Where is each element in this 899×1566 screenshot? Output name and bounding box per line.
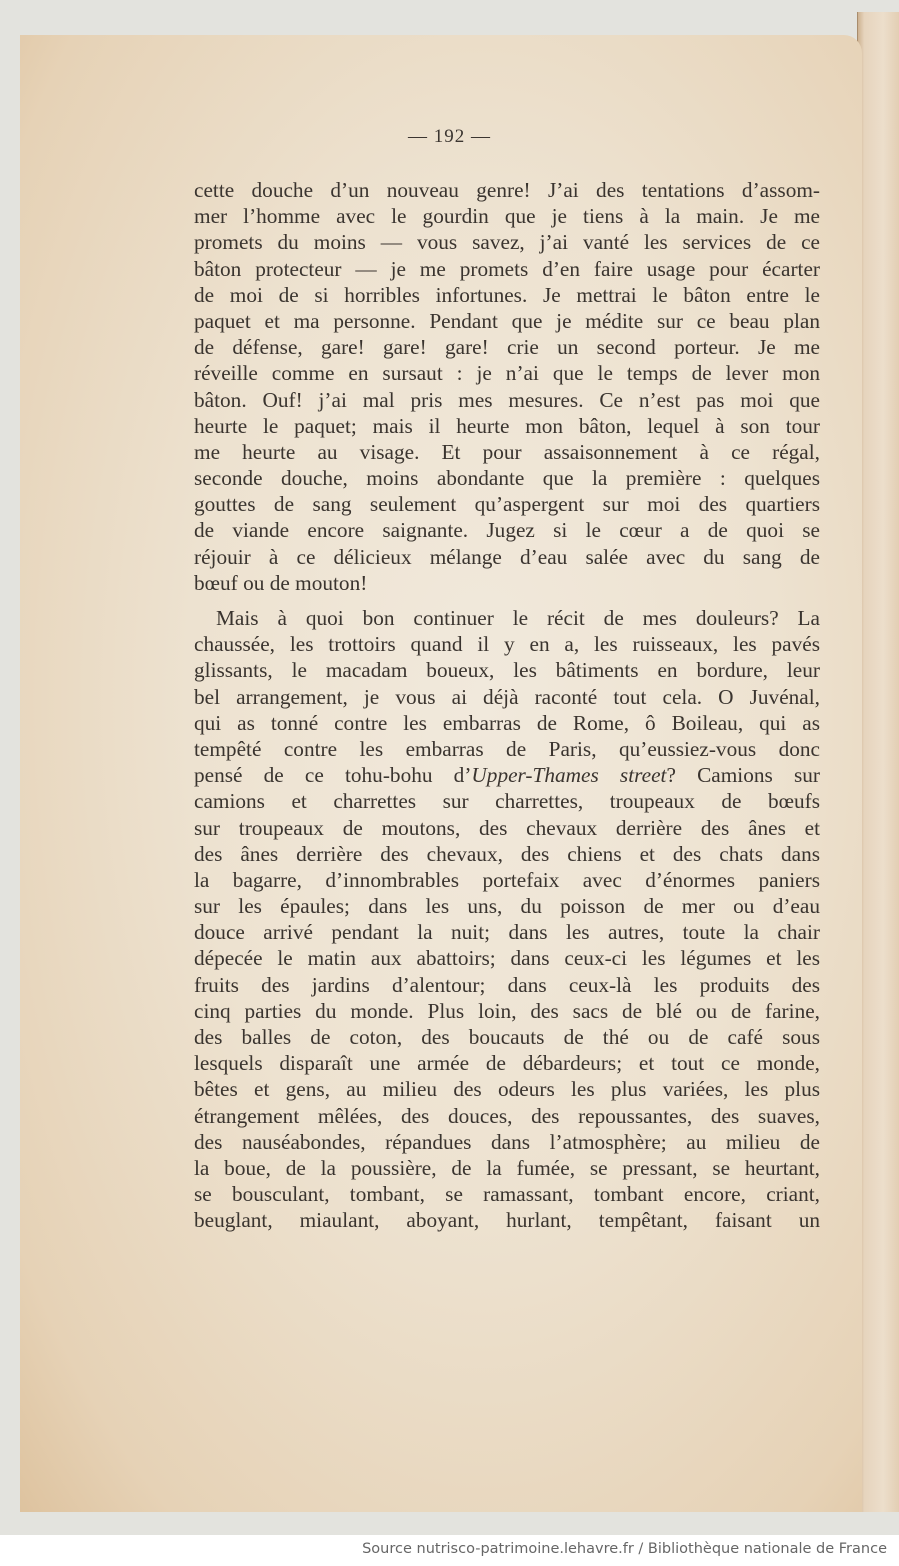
text-line: se bousculant, tombant, se ramassant, tombant encore, criant, bbox=[194, 1182, 820, 1207]
text-line: heurte le paquet; mais il heurte mon bâton, lequel à son tour bbox=[194, 413, 820, 438]
text-line: bâton. Ouf! j’ai mal pris mes mesures. Ce n’est pas moi que bbox=[194, 387, 820, 412]
text-line: fruits des jardins d’alentour; dans ceux-là les produits des bbox=[194, 972, 820, 997]
page-text bbox=[194, 177, 820, 1234]
text-line: de viande encore saignante. Jugez si le cœur a de quoi se bbox=[194, 518, 820, 543]
text-line-with-italic bbox=[194, 762, 820, 788]
text-line: réveille comme en sursaut : je n’ai que le temps de lever mon bbox=[194, 361, 820, 386]
text-line: camions et charrettes sur charrettes, troupeaux de bœufs bbox=[194, 789, 820, 814]
paragraph-2 bbox=[194, 605, 820, 1234]
text-line: glissants, le macadam boueux, les bâtiments en bordure, leur bbox=[194, 658, 820, 683]
text-segment: ? Camions sur bbox=[666, 763, 820, 788]
text-line: des ânes derrière des chevaux, des chiens et des chats dans bbox=[194, 841, 820, 866]
text-line: lesquels disparaît une armée de débardeurs; et tout ce monde, bbox=[194, 1051, 820, 1076]
text-line: cinq parties du monde. Plus loin, des sacs de blé ou de farine, bbox=[194, 998, 820, 1023]
text-line: bâton protecteur — je me promets d’en faire usage pour écarter bbox=[194, 256, 820, 281]
text-line: bêtes et gens, au milieu des odeurs les plus variées, les plus bbox=[194, 1077, 820, 1102]
text-line: réjouir à ce délicieux mélange d’eau salée avec du sang de bbox=[194, 544, 820, 569]
paragraph-1 bbox=[194, 177, 820, 596]
text-line: seconde douche, moins abondante que la première : quelques bbox=[194, 466, 820, 491]
text-line: cette douche d’un nouveau genre! J’ai des tentations d’assom- bbox=[194, 178, 820, 202]
text-line: la boue, de la poussière, de la fumée, se pressant, se heurtant, bbox=[194, 1155, 820, 1180]
text-line: beuglant, miaulant, aboyant, hurlant, tempêtant, faisant un bbox=[194, 1208, 820, 1233]
next-page-edge bbox=[857, 12, 899, 1512]
text-line: me heurte au visage. Et pour assaisonnement à ce régal, bbox=[194, 439, 820, 464]
text-line: sur les épaules; dans les uns, du poisson de mer ou d’eau bbox=[194, 894, 820, 919]
text-line: chaussée, les trottoirs quand il y en a, les ruisseaux, les pavés bbox=[194, 632, 820, 657]
text-line: douce arrivé pendant la nuit; dans les autres, toute la chair bbox=[194, 920, 820, 945]
text-line: bel arrangement, je vous ai déjà raconté tout cela. O Juvénal, bbox=[194, 684, 820, 709]
text-segment: pensé de ce tohu-bohu d’ bbox=[194, 763, 472, 788]
text-line: gouttes de sang seulement qu’aspergent sur moi des quartiers bbox=[194, 492, 820, 517]
text-line: sur troupeaux de moutons, des chevaux derrière des ânes et bbox=[194, 815, 820, 840]
text-line: des nauséabondes, répandues dans l’atmosphère; au milieu de bbox=[194, 1129, 820, 1154]
italic-street-name: Upper-Thames street bbox=[471, 763, 667, 788]
text-line: mer l’homme avec le gourdin que je tiens à la main. Je me bbox=[194, 204, 820, 229]
text-line: tempêté contre les embarras de Paris, qu’eussiez-vous donc bbox=[194, 736, 820, 761]
text-line: des balles de coton, des boucauts de thé ou de café sous bbox=[194, 1025, 820, 1049]
text-line: de défense, gare! gare! gare! crie un second porteur. Je me bbox=[194, 335, 820, 360]
text-line: Mais à quoi bon continuer le récit de mes douleurs? La bbox=[216, 606, 820, 630]
text-line: promets du moins — vous savez, j’ai vanté les services de ce bbox=[194, 230, 820, 255]
text-line: bœuf ou de mouton! bbox=[194, 570, 368, 595]
page-number: — 192 — bbox=[408, 126, 491, 147]
text-line: paquet et ma personne. Pendant que je médite sur ce beau plan bbox=[194, 308, 820, 333]
text-line: de moi de si horribles infortunes. Je mettrai le bâton entre le bbox=[194, 282, 820, 307]
text-line: étrangement mêlées, des douces, des repoussantes, des suaves, bbox=[194, 1103, 820, 1128]
text-line: qui as tonné contre les embarras de Rome, ô Boileau, qui as bbox=[194, 710, 820, 735]
source-attribution: Source nutrisco-patrimoine.lehavre.fr / Bibliothèque nationale de France bbox=[362, 1541, 887, 1557]
text-line: la bagarre, d’innombrables portefaix avec d’énormes paniers bbox=[194, 867, 820, 892]
text-line: dépecée le matin aux abattoirs; dans ceux-ci les légumes et les bbox=[194, 946, 820, 971]
